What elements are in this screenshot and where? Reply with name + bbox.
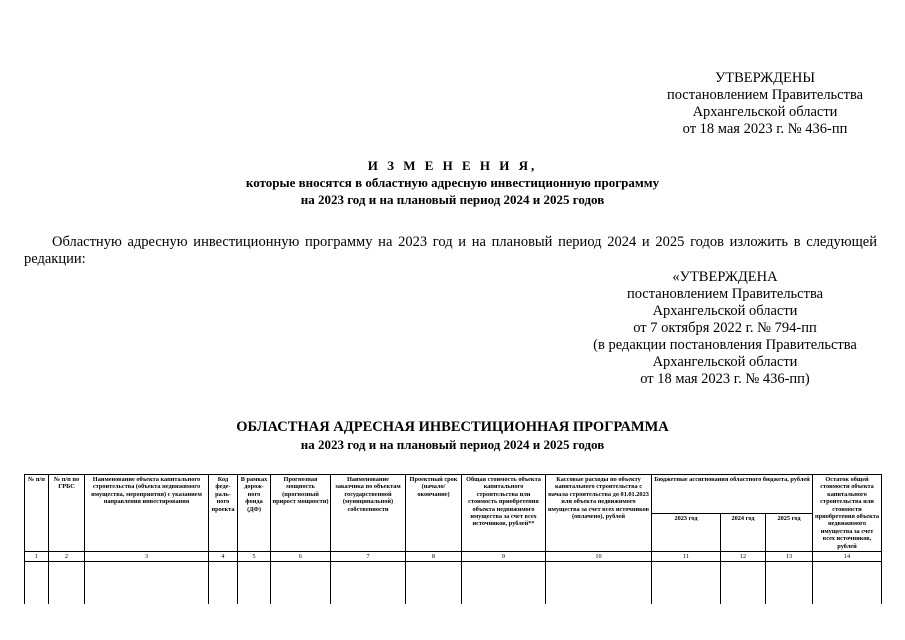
approval-line: постановлением Правительства xyxy=(666,87,864,103)
header-cell: В рамках дорож-ного фонда (ДФ) xyxy=(238,475,271,552)
approval-line: от 18 мая 2023 г. № 436-пп xyxy=(682,121,848,137)
column-number-row xyxy=(25,552,882,562)
intro-paragraph xyxy=(24,234,877,268)
approval-line: от 18 мая 2023 г. № 436-пп) xyxy=(640,371,810,387)
header-cell: Кассовые расходы по объекту капитального строительства с начала строительства до 01.01.2023 или объекта недвижимого имущества за счет всех источников (оплачено), рублей xyxy=(546,475,652,552)
header-cell: Прогнозная мощность (прогнозный прирост мощности) xyxy=(271,475,331,552)
table-cell xyxy=(721,562,766,605)
column-number: 9 xyxy=(462,552,546,562)
column-number: 5 xyxy=(238,552,271,562)
intro-text: Областную адресную инвестиционную программу на 2023 год и на плановый период 2024 и 2025 годов изложить в следующей редакции: xyxy=(24,234,877,267)
header-cell: № п/п xyxy=(25,475,49,552)
header-cell: 2024 год xyxy=(721,513,766,552)
column-number: 11 xyxy=(652,552,721,562)
header-cell: Общая стоимость объекта капитального строительства или стоимость приобретения объекта недвижимого имущества за счет всех источников, рублей** xyxy=(462,475,546,552)
table-cell xyxy=(25,562,49,605)
table-cell xyxy=(209,562,238,605)
column-number: 14 xyxy=(813,552,882,562)
table-cell xyxy=(238,562,271,605)
column-number: 13 xyxy=(766,552,813,562)
column-number: 12 xyxy=(721,552,766,562)
column-number: 7 xyxy=(331,552,406,562)
approval-line: Архангельской области xyxy=(652,354,798,370)
column-number: 1 xyxy=(25,552,49,562)
changes-title: И З М Е Н Е Н И Я, xyxy=(367,158,538,173)
header-cell: № п/п по ГРБС xyxy=(49,475,85,552)
changes-subtitle-line: которые вносятся в областную адресную инвестиционную программу xyxy=(245,175,660,190)
approval-line: Архангельской области xyxy=(692,104,838,120)
approval-stamp-top xyxy=(640,70,890,138)
header-cell: Остаток общей стоимости объекта капитального строительства или стоимости приобретения объекта недвижимого имущества за счет всех источников, рублей xyxy=(813,475,882,552)
approval-line: УТВЕРЖДЕНЫ xyxy=(714,70,816,86)
approval-line: постановлением Правительства xyxy=(626,286,824,302)
changes-subtitle-line: на 2023 год и на плановый период 2024 и 2025 годов xyxy=(300,192,605,207)
table-cell xyxy=(546,562,652,605)
approval-line: Архангельской области xyxy=(652,303,798,319)
approval-line: «УТВЕРЖДЕНА xyxy=(672,269,778,285)
column-number: 6 xyxy=(271,552,331,562)
table-cell xyxy=(49,562,85,605)
approval-line: (в редакции постановления Правительства xyxy=(593,337,857,353)
table-cell xyxy=(406,562,462,605)
table-cell xyxy=(331,562,406,605)
header-cell: 2025 год xyxy=(766,513,813,552)
header-cell: Код феде-раль-ного проекта xyxy=(209,475,238,552)
approval-stamp-inner xyxy=(560,269,890,388)
approval-line: от 7 октября 2022 г. № 794-пп xyxy=(633,320,817,336)
header-cell: 2023 год xyxy=(652,513,721,552)
table-cell xyxy=(271,562,331,605)
column-number: 10 xyxy=(546,552,652,562)
program-heading xyxy=(0,419,905,453)
table-cell xyxy=(462,562,546,605)
program-subtitle: на 2023 год и на плановый период 2024 и 2025 годов xyxy=(300,437,605,452)
table-body-row xyxy=(25,562,882,605)
column-number: 3 xyxy=(85,552,209,562)
column-number: 4 xyxy=(209,552,238,562)
table-cell xyxy=(85,562,209,605)
table-cell xyxy=(813,562,882,605)
table-cell xyxy=(652,562,721,605)
column-number: 8 xyxy=(406,552,462,562)
table-header-row xyxy=(25,475,882,514)
header-cell: Наименование заказчика по объектам государственной (муниципальной) собственности xyxy=(331,475,406,552)
header-cell: Наименование объекта капитального строительства (объекта недвижимого имущества, мероприятия) с указанием направления инвестирования xyxy=(85,475,209,552)
program-title: ОБЛАСТНАЯ АДРЕСНАЯ ИНВЕСТИЦИОННАЯ ПРОГРАММА xyxy=(236,419,669,435)
table-cell xyxy=(766,562,813,605)
header-group-cell: Бюджетные ассигнования областного бюджета, рублей xyxy=(652,475,813,514)
header-cell: Проектный срок (начало/ окончание) xyxy=(406,475,462,552)
investment-program-table xyxy=(24,474,882,604)
column-number: 2 xyxy=(49,552,85,562)
changes-heading xyxy=(0,157,905,208)
